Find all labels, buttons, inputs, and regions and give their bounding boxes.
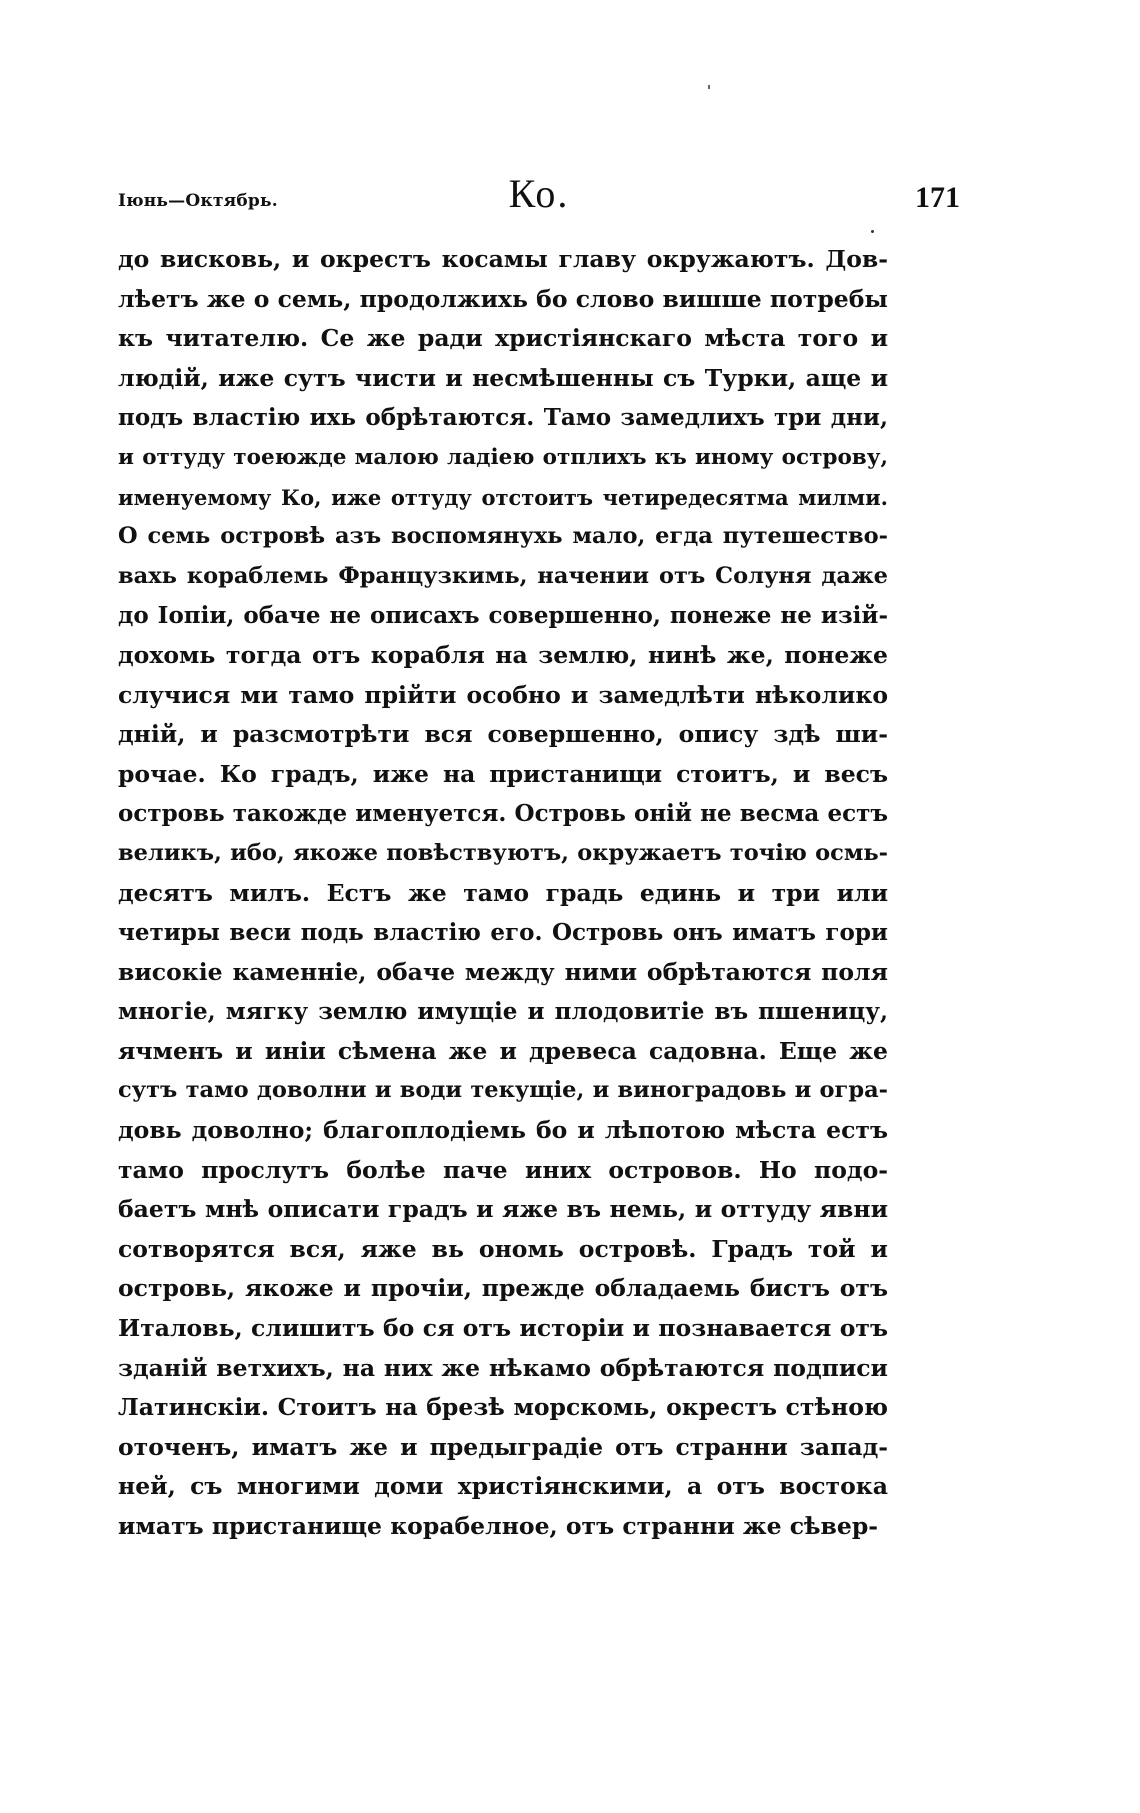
text-line: сотворятся вся, яже вь ономь островѣ. Градъ той и [118,1234,888,1263]
text-line: високіе каменніе, обаче между ними обрѣтаются поля [118,957,888,986]
text-line: Латинскіи. Стоитъ на брезѣ морскомь, окрестъ стѣною [118,1393,888,1422]
text-line: островь, якоже и прочіи, прежде обладаемь бистъ отъ [118,1274,888,1303]
text-line: и оттуду тоеюжде малою ладіею отплихъ къ иному острову, [118,444,888,470]
text-line: ней, съ многими доми христіянскими, а отъ востока [118,1472,888,1501]
text-line: ячменъ и иніи сѣмена же и древеса садовна. Еще же [118,1036,888,1065]
text-line: къ читателю. Се же ради христіянскаго мѣста того и [118,324,888,353]
text-line: десятъ милъ. Естъ же тамо градь единь и три или [118,878,888,907]
section-title: Ко. [508,171,570,216]
text-line: иматъ пристанище корабелное, отъ странни же сѣвер- [118,1512,879,1540]
text-line: людій, иже сутъ чисти и несмѣшенны съ Турки, аще и [118,363,888,392]
text-line: до висковь, и окрестъ косамы главу окружаютъ. Дов- [118,245,888,273]
text-line: дохомь тогда отъ корабля на землю, нинѣ же, понеже [118,640,888,669]
text-line: вахь кораблемь Французкимь, начении отъ Солуня даже [118,562,888,589]
text-line: до Іопіи, обаче не описахъ совершенно, понеже не изій- [118,602,888,630]
body-text [118,240,888,1547]
text-line: дній, и разсмотрѣти вся совершенно, опису здѣ ши- [118,720,888,749]
page-number: 171 [915,181,960,214]
text-line: Италовь, слишитъ бо ся отъ исторіи и познавается отъ [118,1314,888,1343]
text-line: островь такожде именуется. Островь оній не весма естъ [118,800,888,828]
text-line: подъ властію ихь обрѣтаются. Тамо замедлихъ три дни, [118,404,888,432]
page-header [118,165,960,215]
text-line: лѣетъ же о семь, продолжихь бо слово вишше потребы [118,284,888,313]
text-line: великъ, ибо, якоже повѣствуютъ, окружаетъ точію осмь- [118,839,888,866]
text-line: оточенъ, иматъ же и предыградіе отъ странни запад- [118,1432,888,1461]
text-line: сутъ тамо доволни и води текущіе, и виноградовь и огра- [118,1077,888,1104]
text-line: именуемому Ко, иже оттуду отстоитъ четиредесятма милми. [118,484,888,510]
scan-dot [871,230,874,233]
text-line: баетъ мнѣ описати градъ и яже въ немь, и оттуду явни [118,1195,888,1224]
running-head: Іюнь—Октябрь. [118,191,278,211]
text-line: многіе, мягку землю имущіе и плодовитіе въ пшеницу, [118,998,888,1026]
text-line: тамо прослутъ болѣе паче иних островов. Но подо- [118,1155,888,1184]
text-line: четиры веси подь властію его. Островь онъ иматъ гори [118,919,888,947]
text-line: довь доволно; благоплодіемь бо и лѣпотою мѣста естъ [118,1116,888,1145]
text-line: рочае. Ко градъ, иже на пристанищи стоитъ, и весъ [118,759,888,788]
scan-speck [708,85,710,89]
text-line: зданій ветхихъ, на них же нѣкамо обрѣтаются подписи [118,1353,888,1382]
text-line: О семь островѣ азъ воспомянухь мало, егда путешество- [118,523,888,550]
text-line: случися ми тамо прійти особно и замедлѣти нѣколико [118,680,888,709]
